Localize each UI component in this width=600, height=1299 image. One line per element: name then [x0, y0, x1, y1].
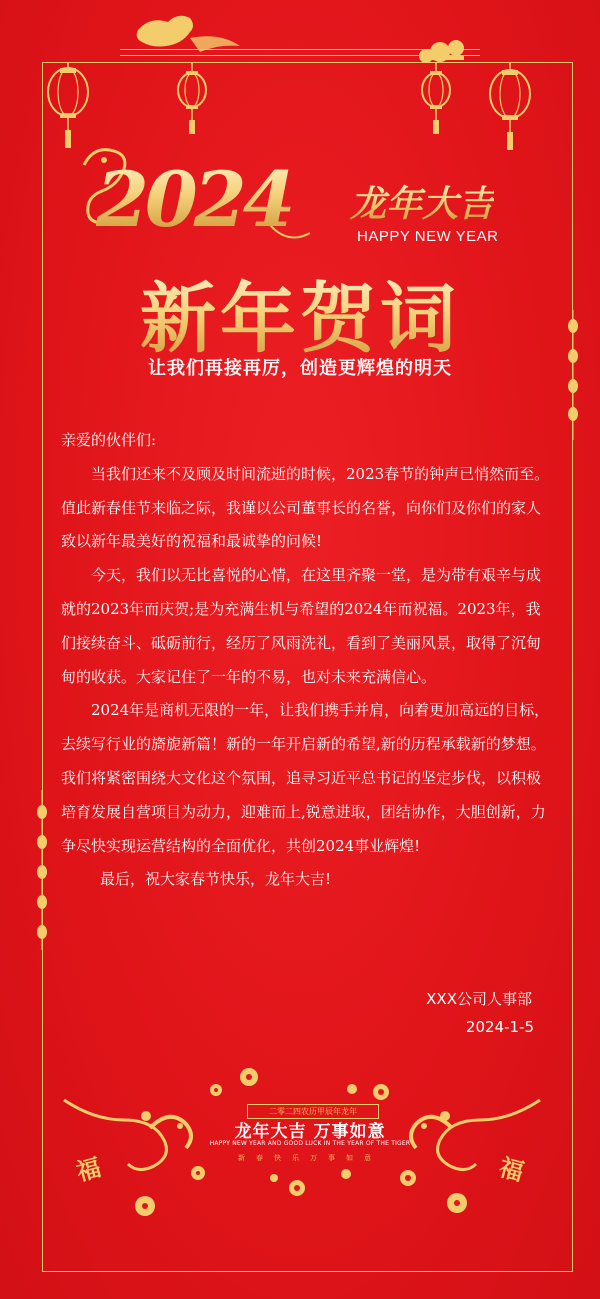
footer-title: 龙年大吉 万事如意	[234, 1122, 386, 1142]
happy-new-year-text: HAPPY NEW YEAR	[357, 228, 499, 245]
lantern-icon	[178, 62, 206, 134]
dragon-year-slogan: 龙年大吉	[350, 176, 494, 227]
paragraph: 今天，我们以无比喜悦的心情，在这里齐聚一堂，是为带有艰辛与成就的2023年而庆贺;是为充满生机与希望的2024年而祝福。2023年，我们接续奋斗、砥砺前行，经历了风雨洗礼，看到了美丽风景，取得了沉甸甸的收获。大家记住了一年的不易，也对未来充满信心。	[61, 566, 542, 686]
page-title: 新年贺词	[0, 258, 600, 367]
lantern-icon	[490, 62, 530, 150]
dragon-ornament-icon	[137, 16, 240, 52]
salutation: 亲爱的伙伴们:	[61, 431, 157, 449]
paragraph: 当我们还来不及顾及时间流逝的时候，2023春节的钟声已悄然而至。值此新春佳节来临之际，我谨以公司董事长的名誉，向你们及你们的家人致以新年最美好的祝福和最诚挚的问候!	[61, 464, 550, 551]
fu-character-left: 福	[73, 1152, 104, 1187]
fu-character-right: 福	[496, 1152, 527, 1187]
closing-line: 最后，祝大家春节快乐，龙年大吉!	[100, 870, 332, 889]
footer-wish: 新春快乐万事如意	[238, 1154, 382, 1162]
cloud-ornament-icon	[419, 40, 464, 63]
footer-english: HAPPY NEW YEAR AND GOOD LUCK IN THE YEAR OF THE TIGER	[209, 1140, 411, 1147]
lunar-year-banner: 二零二四农历甲辰年龙年	[247, 1104, 379, 1119]
lantern-icon	[422, 62, 450, 134]
letter-body	[61, 424, 551, 897]
lantern-string-left-icon	[37, 790, 47, 950]
signature-department: XXX公司人事部	[426, 990, 532, 1008]
subtitle: 让我们再接再厉，创造更辉煌的明天	[148, 358, 452, 379]
lantern-icon	[48, 62, 88, 148]
signature-block	[426, 985, 532, 1041]
signature-date: 2024-1-5	[465, 1018, 534, 1036]
paragraph: 2024年是商机无限的一年，让我们携手并肩，向着更加高远的目标，去续写行业的旖旎新篇！新的一年开启新的希望,新的历程承载新的梦想。我们将紧密围绕大文化这个氛围，追寻习近平总书记的坚定步伐，以积极培育发展自营项目为动力，迎难而上,锐意进取，团结协作，大胆创新，力争尽快实现运营结构的全面优化，共创2024事业辉煌!	[61, 701, 550, 855]
year-heading: 2024	[96, 155, 292, 244]
